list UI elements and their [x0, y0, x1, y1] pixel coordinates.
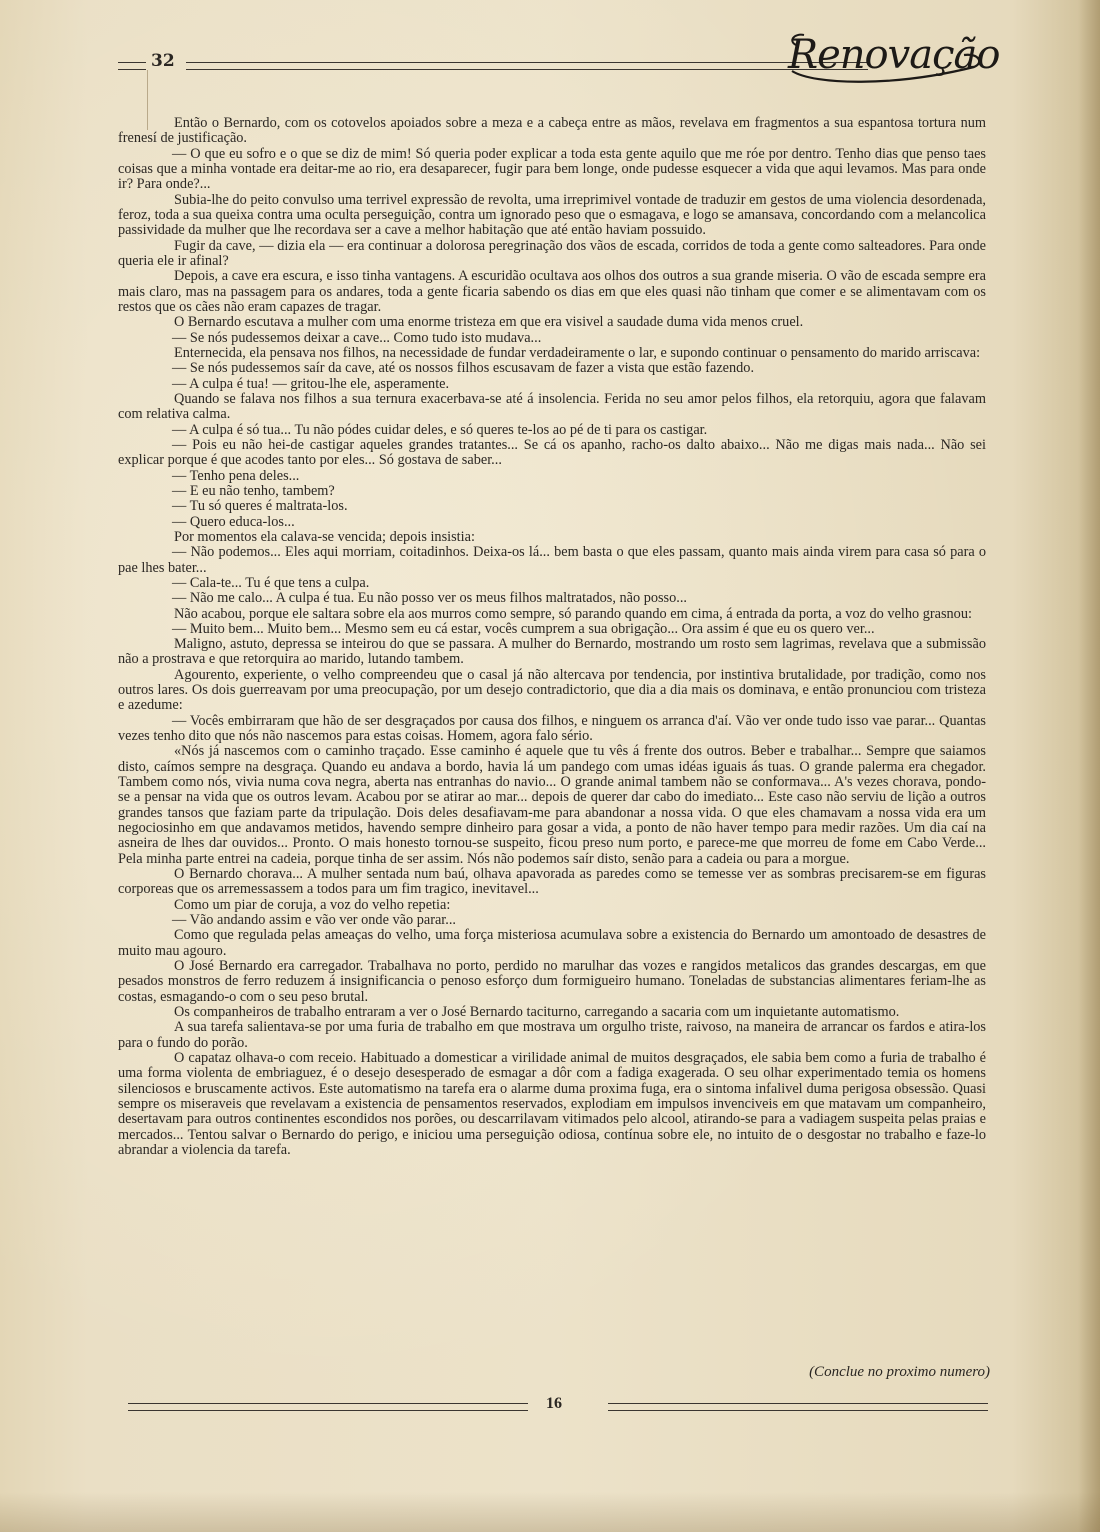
paragraph: — E eu não tenho, tambem?	[172, 482, 335, 499]
paragraph: O José Bernardo era carregador. Trabalhava no porto, perdido no marulhar das vozes e rangidos metalicos das grandes descargas, em que pesados monstros de ferro reduzem á insignificancia o penoso esforço dum formigueiro humano. Toneladas de substancias alimentares feriam-lhe as costas, esmagando-o com o seu peso brutal.	[118, 958, 986, 1005]
paragraph: O Bernardo escutava a mulher com uma enorme tristeza em que era visivel a saudade duma vida menos cruel.	[174, 314, 804, 331]
header-rule	[186, 62, 868, 70]
paragraph: — Vão andando assim e vão ver onde vão parar...	[172, 912, 456, 929]
footer-rule-left	[128, 1403, 528, 1411]
footer-page-number: 16	[546, 1395, 562, 1412]
paragraph: — Quero educa-los...	[172, 513, 295, 530]
paragraph: — Se nós pudessemos deixar a cave... Como tudo isto mudava...	[172, 329, 542, 346]
paragraph: Os companheiros de trabalho entraram a ver o José Bernardo taciturno, carregando a sacaria com um inquietante automatismo.	[174, 1004, 900, 1021]
paragraph: — Tu só queres é maltrata-los.	[172, 498, 348, 515]
paragraph: — Cala-te... Tu é que tens a culpa.	[172, 574, 370, 591]
paragraph: — Muito bem... Muito bem... Mesmo sem eu cá estar, vocês cumprem a sua obrigação... Ora assim é que eu os quero ver...	[172, 620, 875, 637]
paragraph: Subia-lhe do peito convulso uma terrivel expressão de revolta, uma irreprimivel vontade de traduzir em gestos de uma violencia desordenada, feroz, toda a sua queixa contra uma oculta perseguição, contra um ignorado peso que o esmagava, e logo se amansava, concordando com a melancolica passividade da mulher que lhe recordava ser a cave a melhor habitação que até então haviam possuido.	[118, 191, 986, 239]
paragraph: Não acabou, porque ele saltara sobre ela aos murros como sempre, só parando quando em cima, á entrada da porta, a voz do velho grasnou:	[174, 605, 972, 622]
page-bottom-shadow	[0, 1492, 1100, 1532]
paragraph: — Não podemos... Eles aqui morriam, coitadinhos. Deixa-os lá... bem basta o que eles passam, quanto mais ainda virem para casa só para o pae lhes bater...	[118, 544, 986, 576]
masthead-title: Renovação	[788, 32, 1000, 78]
paragraph: Como um piar de coruja, a voz do velho repetia:	[174, 896, 451, 913]
page-footer	[128, 1395, 988, 1425]
paragraph: — O que eu sofro e o que se diz de mim! Só queria poder explicar a toda esta gente aquilo que me róe por dentro. Tenho dias que penso taes coisas que a minha vontade era deitar-me ao rio, era desaparecer, fugir para bem longe, onde pudesse esquecer a vida que aqui levamos. Mas para onde ir? Para onde?...	[118, 145, 986, 193]
paragraph: Quando se falava nos filhos a sua ternura exacerbava-se até á insolencia. Ferida no seu amor pelos filhos, ela retorquiu, agora que falavam com relativa calma.	[118, 390, 986, 423]
paragraph: — A culpa é tua! — gritou-lhe ele, asperamente.	[172, 375, 450, 392]
paragraph: Agourento, experiente, o velho compreendeu que o casal já não altercava por tendencia, por instintiva brutalidade, por tradição, como nos outros lares. Os dois guerreavam por uma preocupação, por um desejo contradictorio, que dia a dia mais os dominava, e então pronunciou com tristeza e azedume:	[118, 666, 986, 714]
paragraph: Maligno, astuto, depressa se inteirou do que se passara. A mulher do Bernardo, mostrando um rosto sem lagrimas, revelava que a submissão não a prostrava e que retorquira ao marido, lutando tambem.	[118, 636, 986, 668]
paragraph: — Pois eu não hei-de castigar aqueles grandes tratantes... Se cá os apanho, racho-os dalto abaixo... Não me digas mais nada... Não sei explicar porque é que acodes tanto por eles... Só gostava de saber...	[118, 436, 986, 469]
continued-note: (Conclue no proximo numero)	[809, 1364, 990, 1380]
paragraph: — Vocês embirraram que hão de ser desgraçados por causa dos filhos, e ninguem os arranca d'aí. Vão ver onde tudo isso vae parar... Quantas vezes tenho dito que nós não nascemos para estas coisas. Homem, agora falo sério.	[118, 712, 986, 745]
paragraph: Depois, a cave era escura, e isso tinha vantagens. A escuridão ocultava aos olhos dos outros a sua grande miseria. O vão de escada sempre era mais claro, mas na passagem para os andares, toda a gente ficaria sabendo os dias em que eles quasi não tinham que comer e se alimentavam com os restos que os cães não eram capazes de tragar.	[118, 268, 986, 315]
article-body	[118, 116, 986, 1158]
paragraph: — Não me calo... A culpa é tua. Eu não posso ver os meus filhos maltratados, não posso...	[172, 590, 687, 607]
paragraph: Então o Bernardo, com os cotovelos apoiados sobre a meza e a cabeça entre as mãos, revelava em fragmentos a sua espantosa tortura num frenesí de justificação.	[118, 115, 986, 147]
paragraph: O Bernardo chorava... A mulher sentada num baú, olhava apavorada as paredes como se temesse ver as sombras precisarem-se em figuras corporeas que os arremessassem a todos para um fim tragico, inevitavel...	[118, 866, 986, 898]
paragraph: — A culpa é só tua... Tu não pódes cuidar deles, e só queres te-los ao pé de ti para os castigar.	[172, 421, 708, 438]
paragraph: Como que regulada pelas ameaças do velho, uma força misteriosa acumulava sobre a existencia do Bernardo um amontoado de desastres de muito mau agouro.	[118, 927, 986, 959]
paragraph: Enternecida, ela pensava nos filhos, na necessidade de fundar verdadeiramente o lar, e supondo continuar o pensamento do marido arriscava:	[174, 344, 981, 361]
paragraph: — Tenho pena deles...	[172, 467, 300, 484]
paragraph: Por momentos ela calava-se vencida; depois insistia:	[174, 528, 475, 545]
footer-rule-right	[608, 1403, 988, 1411]
page-edge-shadow	[1078, 0, 1100, 1532]
page-header	[118, 32, 1000, 95]
masthead-logo	[774, 23, 1000, 93]
paragraph: O capataz olhava-o com receio. Habituado a domesticar a virilidade animal de muitos desgraçados, ele sabia bem como a furia de trabalho é uma forma violenta de embriaguez, é o desejo desesperado de esmagar a dôr com a fadiga exagerada. O seu olhar experimentado temia os homens silenciosos e bruscamente activos. Este automatismo na tarefa era o alarme duma proxima fuga, era o sintoma infalivel duma perigosa obsessão. Quasi sempre os miseraveis que revelavam a existencia de pensamentos reservados, explodiam em impulsos invenciveis em que matavam um companheiro, desertavam para outros continentes escondidos nos porões, ou descarrilavam vitimados pelo alcool, atirando-se para a vadiagem suspeita pelas praias e mercados... Tentou salvar o Bernardo do perigo, e iniciou uma perseguição odiosa, contínua sobre ele, no intuito de o desgostar no trabalho e faze-lo abrandar a violencia da tarefa.	[118, 1050, 986, 1158]
paragraph: Fugir da cave, — dizia ela — era continuar a dolorosa peregrinação dos vãos de escada, corridos de toda a gente como salteadores. Para onde queria ele ir afinal?	[118, 237, 986, 269]
paragraph: — Se nós pudessemos saír da cave, até os nossos filhos escusavam de fazer a vista que estão fazendo.	[172, 360, 755, 377]
page-number: 32	[151, 51, 175, 71]
paragraph: «Nós já nascemos com o caminho traçado. Esse caminho é aquele que tu vês á frente dos outros. Beber e trabalhar... Sempre que saiamos disto, caímos sempre na desgraça. Quando eu andava a bordo, havia lá um pandego com umas idéas iguais ás tuas. O grande palerma era chegador. Tambem como nós, vivia numa cova negra, aberta nas entranhas do navio... O grande animal tambem não se conformava... A's vezes chorava, pondo-se a pensar na vida que os outros levam. Acabou por se atirar ao mar... depois de querer dar cabo do imediato... Este caso não serviu de lição a outros grandes tansos que faziam parte da tripulação. Dois deles desafiavam-me para abandonar a nossa vida. O que eles chamavam a nossa vida era um negociosinho em que andavamos metidos, havendo sempre dinheiro para gosar a vida, a ponto de não haver tempo para medir razões. Um dia caí na asneira de lhes dar ouvidos... Pronto. O mais honesto tornou-se suspeito, ficou preso num porto, e parece-me que morreu de fome em Cabo Verde... Pela minha parte entrei na cadeia, porque tinha de ser assim. Nós não podemos saír disto, senão para a cadeia ou para a morgue.	[118, 743, 986, 867]
paragraph: A sua tarefa salientava-se por uma furia de trabalho em que mostrava um orgulho triste, raivoso, na maneira de arrancar os fardos e atira-los para o fundo do porão.	[118, 1019, 986, 1051]
header-rule-left	[118, 62, 146, 70]
